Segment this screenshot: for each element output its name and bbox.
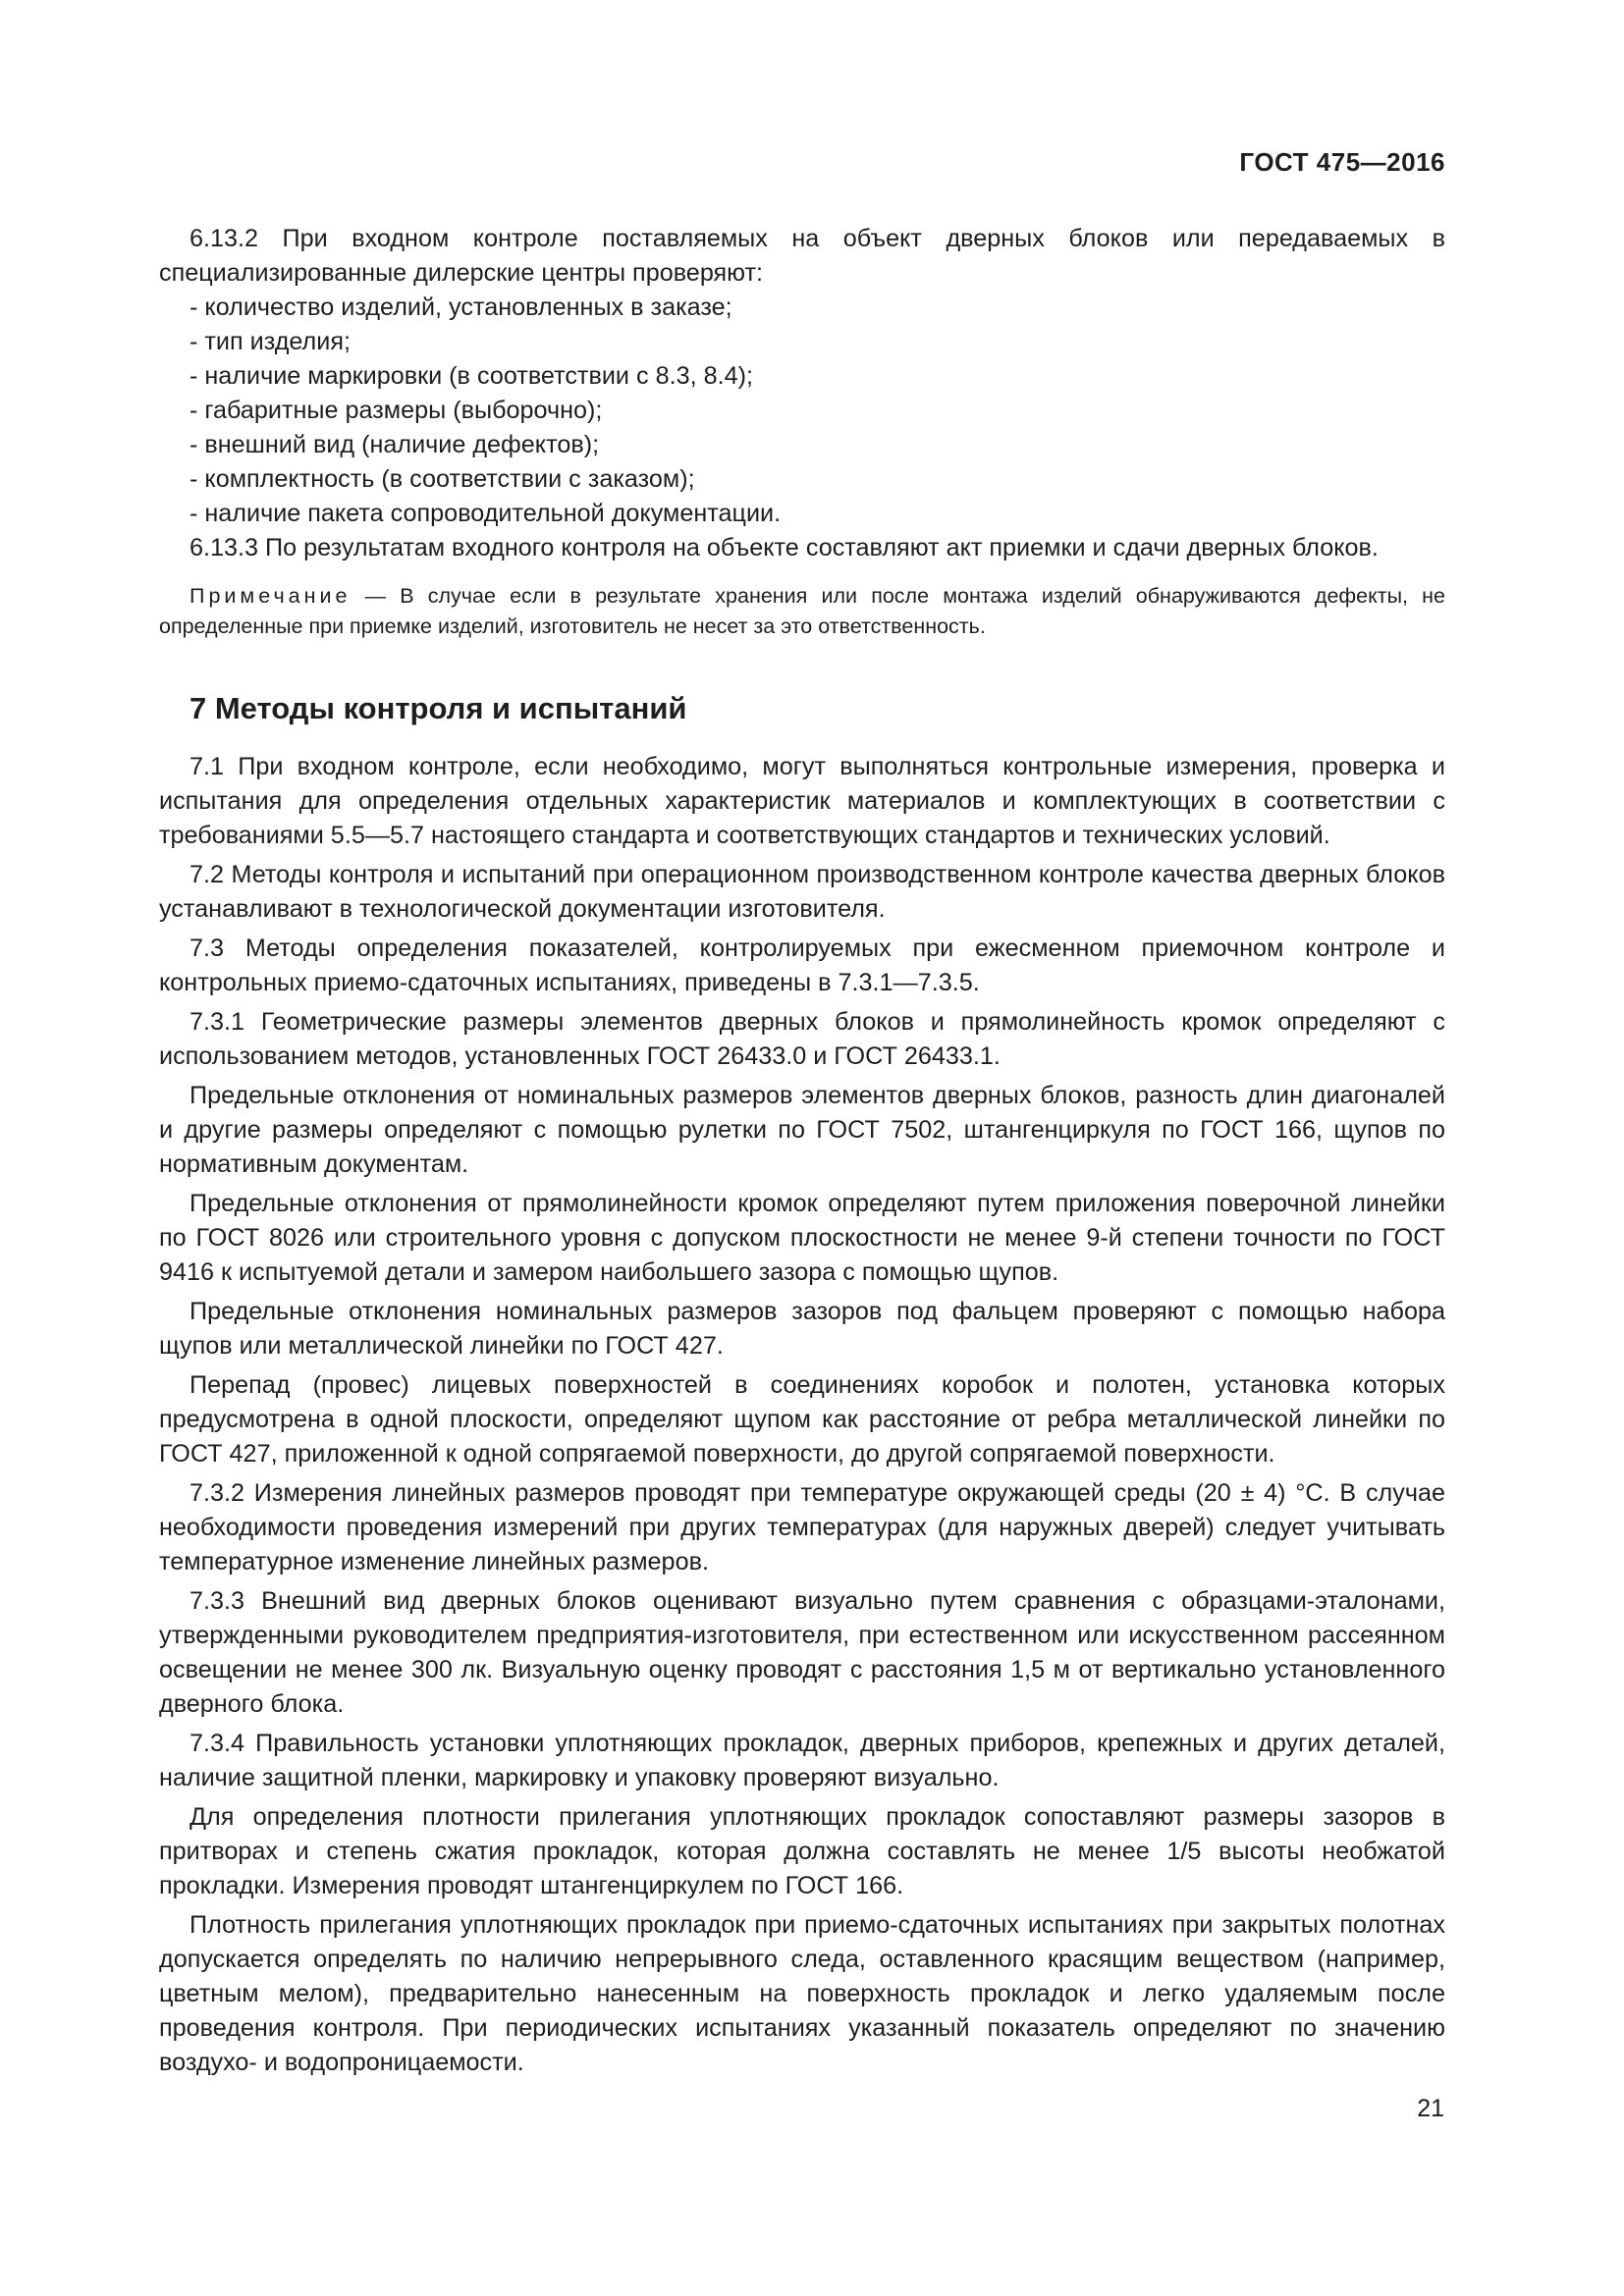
paragraph-7-2: 7.2 Методы контроля и испытаний при операционном производственном контроле качества дверных блоков устанавливают в технологической документации изготовителя. [159,861,1445,923]
document-header: ГОСТ 475—2016 [1239,147,1445,177]
paragraph-7-3-1: 7.3.1 Геометрические размеры элементов дверных блоков и прямолинейность кромок определяют с использованием методов, установленных ГОСТ 26433.0 и ГОСТ 26433.1. [159,1008,1445,1070]
list-item: - внешний вид (наличие дефектов); [189,431,600,458]
paragraph-7-3-3: 7.3.3 Внешний вид дверных блоков оценивают визуально путем сравнения с образцами-эталонами, утвержденными руководителем предприятия-изготовителя, при естественном или искусственном рассеянном освещении не менее 300 лк. Визуальную оценку проводят с расстояния 1,5 м от вертикально установленного дверного блока. [159,1587,1445,1718]
paragraph: Предельные отклонения номинальных размеров зазоров под фальцем проверяют с помощью набора щупов или металлической линейки по ГОСТ 427. [159,1298,1445,1360]
section-7-heading: 7 Методы контроля и испытаний [189,691,687,725]
list-item: - габаритные размеры (выборочно); [189,397,603,424]
page-content [159,222,1445,2080]
paragraph: Перепад (провес) лицевых поверхностей в соединениях коробок и полотен, установка которых предусмотрена в одной плоскости, определяют щупом как расстояние от ребра металлической линейки по ГОСТ 427, приложенной к одной сопрягаемой поверхности, до другой сопрягаемой поверхности. [159,1371,1445,1468]
paragraph-6-13-2: 6.13.2 При входном контроле поставляемых на объект дверных блоков или передаваемых в специализированные дилерские центры проверяют: [159,225,1445,287]
paragraph-6-13-3: 6.13.3 По результатам входного контроля на объекте составляют акт приемки и сдачи дверных блоков. [189,534,1379,561]
paragraph: Предельные отклонения от прямолинейности кромок определяют путем приложения поверочной линейки по ГОСТ 8026 или строительного уровня с допуском плоскостности не менее 9-й степени точности по ГОСТ 9416 к испытуемой детали и замером наибольшего зазора с помощью щупов. [159,1190,1445,1286]
list-item: - наличие пакета сопроводительной документации. [189,500,782,527]
paragraph: Предельные отклонения от номинальных размеров элементов дверных блоков, разность длин диагоналей и другие размеры определяют с помощью рулетки по ГОСТ 7502, штангенциркуля по ГОСТ 166, щупов по нормативным документам. [159,1082,1445,1178]
paragraph-7-3-4: 7.3.4 Правильность установки уплотняющих прокладок, дверных приборов, крепежных и других деталей, наличие защитной пленки, маркировку и упаковку проверяют визуально. [159,1730,1445,1791]
list-item: - наличие маркировки (в соответствии с 8.3, 8.4); [189,362,753,390]
note [159,581,1445,642]
paragraph: Для определения плотности прилегания уплотняющих прокладок сопоставляют размеры зазоров в притворах и степень сжатия прокладок, которая должна составлять не менее 1/5 высоты необжатой прокладки. Измерения проводят штангенциркулем по ГОСТ 166. [159,1803,1445,1899]
paragraph-7-3: 7.3 Методы определения показателей, контролируемых при ежесменном приемочном контроле и контрольных приемо-сдаточных испытаниях, приведены в 7.3.1—7.3.5. [159,934,1445,996]
note-label: Примечание [189,584,352,608]
paragraph: Плотность прилегания уплотняющих прокладок при приемо-сдаточных испытаниях при закрытых полотнах допускается определять по наличию непрерывного следа, оставленного красящим веществом (например, цветным мелом), предварительно нанесенным на поверхность прокладок и легко удаляемым после проведения контроля. При периодических испытаниях указанный показатель определяют по значению воздухо- и водопроницаемости. [159,1911,1445,2076]
list-item: - количество изделий, установленных в заказе; [189,294,732,321]
page-number: 21 [1417,2095,1444,2122]
paragraph-7-3-2: 7.3.2 Измерения линейных размеров проводят при температуре окружающей среды (20 ± 4) °С. В случае необходимости проведения измерений при других температурах (для наружных дверей) следует учитывать температурное изменение линейных размеров. [159,1479,1445,1575]
note-text: — В случае если в результате хранения или после монтажа изделий обнаруживаются дефекты, не определенные при приемке изделий, изготовитель не несет за это ответственность. [159,584,1445,638]
list-item: - тип изделия; [189,328,351,355]
list-item: - комплектность (в соответствии с заказом); [189,465,695,493]
paragraph-7-1: 7.1 При входном контроле, если необходимо, могут выполняться контрольные измерения, проверка и испытания для определения отдельных характеристик материалов и комплектующих в соответствии с требованиями 5.5—5.7 настоящего стандарта и соответствующих стандартов и технических условий. [159,753,1445,849]
